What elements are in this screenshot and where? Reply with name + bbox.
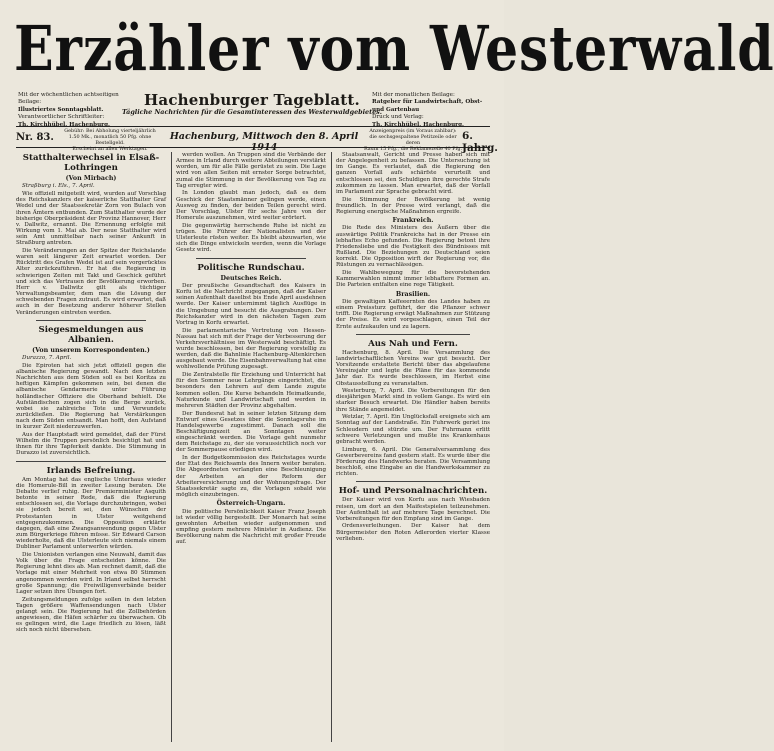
volume-number: 6. Jahrg. [462,130,498,154]
article-subheading: Frankreich. [392,217,434,225]
paragraph: Wie offiziell mitgeteilt wird, wurden auf Vorschlag des Reichskanzlers der kaiserliche Statthalter Graf Wedel und der Staatssekretär Zorn von Bulach von ihren Ämtern entbunden. Zum Statthalter wurde der bisherige Oberpräsident der Provinz Hannover, Herr v. Dallwitz, ernannt. Die Ernennung erfolgte mit Wirkung vom 1. Mai ab. Der neue Statthalter wird sein Amt unmittelbar nach seiner Ankunft in Straßburg antreten. [16,191,166,247]
paragraph: Westerburg, 7. April. Die Vorbereitungen für den diesjährigen Markt sind in vollem Gange. Es wird ein starker Besuch erwartet. Die Händler haben bereits ihre Stände angemeldet. [336,388,490,413]
paragraph: Die Zentralstelle für Erziehung und Unterricht hat für den Sommer neue Lehrgänge eingerichtet, die besonders den Lehrern auf dem Lande zugute kommen sollen. Die Kurse behandeln Heimatkunde, Naturkunde und Landwirtschaft und werden in mehreren Städten der Provinz abgehalten. [176,372,326,409]
paragraph: Der Kaiser wird von Korfu aus nach Wiesbaden reisen, um dort an den Maifestspielen teilzunehmen. Der Aufenthalt ist auf mehrere Tage berechnet. Die Vorbereitungen für den Empfang sind im Gange. [336,497,490,522]
left-note: Mit der wöchentlichen achtseitigen Beilage: [18,92,119,106]
masthead-title: Erzähler vom Westerwald [14,12,774,85]
paragraph: Ordensverleihungen. Der Kaiser hat dem Bürgermeister den Roten Adlerorden vierter Klasse verliehen. [336,523,490,542]
paragraph: Die Wahlbewegung für die bevorstehenden Kammerwahlen nimmt immer lebhaftere Formen an. Die Parteien entfalten eine rege Tätigkeit. [336,270,490,289]
article-heading: Statthalterwechsel in Elsaß-Lothringen [22,153,160,173]
info-line: die sechsgespaltene Petitzeile oder deren [369,134,457,147]
paragraph: werden wollen. An Truppen sind die Verbände der Armee in Irland durch weitere Abteilungen verstärkt worden, um für alle Fälle gerüstet zu sein. Die Lage wird von allen Seiten mit ernster Sorge betrachtet, zumal die Stimmung in der Bevölkerung von Tag zu Tag erregter wird. [176,152,326,189]
divider [356,334,470,335]
masthead-right-notes [372,92,492,129]
paragraph: Limburg, 6. April. Die Generalversammlung des Gewerbevereins fand gestern statt. Es wurde über die Förderung des Handwerks beraten. Die Versammlung beschloß, eine Eingabe an die Handwerkskammer zu richten. [336,446,490,478]
subscription-info [56,128,164,152]
article-heading: Siegesmeldungen aus Albanien. [38,324,144,345]
paragraph: In London glaubt man jedoch, daß es dem Geschick der Staatsmänner gelingen werde, einen Ausweg zu finden, der beiden Teilen gerecht wird. Der Vorschlag, Ulster für sechs Jahre von der Homerule auszunehmen, wird weiter erörtert. [176,190,326,222]
right-note: Th. Kirchhübel, Hachenburg. [372,121,464,128]
article-subheading: (Von unserem Korrespondenten.) [32,346,150,354]
paragraph: Die Epiroten hat sich jetzt offiziell gegen die albanische Regierung gewandt. Nach den letzten Nachrichten aus dem Süden soll es bei Koritza zu heftigen Kämpfen gekommen sein, bei denen die albanische Gendarmerie unter Führung holländischer Offiziere die Oberhand behielt. Die Aufständischen zogen sich in die Berge zurück, wobei sie zahlreiche Tote und Verwundete zurückließen. Die Regierung hat Verstärkungen nach dem Süden entsandt. Man hofft, den Aufstand in kurzer Zeit niederzuwerfen. [16,362,166,431]
divider [36,320,146,321]
column-rule [171,152,172,742]
paragraph: Die Stimmung der Bevölkerung ist wenig freundlich. In der Presse wird verlangt, daß die Regierung energische Maßnahmen ergreife. [336,196,490,215]
article-subheading: Deutsches Reich. [220,274,282,282]
info-line: Raum 15 Pfg., die Reklamezeile 40 Pfg. [363,146,463,153]
dateline: Durazzo, 7. April. [22,355,72,362]
column-2 [176,152,326,742]
advert-price-info [362,128,464,152]
paragraph: Die parlamentarische Vertretung von Hessen-Nassau hat sich mit der Frage der Verbesserung der Verkehrsverhältnisse im Westerwald beschäftigt. Es wurde beschlossen, bei der Regierung vorstellig zu werden, daß die Bahnlinie Hachenburg-Altenkirchen ausgebaut werde. Die Eisenbahnverwaltung hat eine wohlwollende Prüfung zugesagt. [176,327,326,371]
article-heading: Irlands Befreiung. [46,465,136,476]
divider [356,481,470,482]
paragraph: Zeitungsmeldungen zufolge sollen in den letzten Tagen größere Waffensendungen nach Ulster gelangt sein. Die Regierung hat die Zollbehörden angewiesen, die Häfen schärfer zu überwachen. Ob es gelingen wird, die Lage friedlich zu lösen, läßt sich noch nicht übersehen. [16,596,166,634]
issue-number: Nr. 83. [16,132,54,143]
column-1 [16,152,166,742]
paragraph: Die gewaltigen Kaffeeernten des Landes haben zu einem Preissturz geführt, der die Pflanzer schwer trifft. Die Regierung erwägt Maßnahmen zur Stützung der Preise. Es wird vorgeschlagen, einen Teil der Ernte aufzukaufen und zu lagern. [336,298,490,330]
issue-date: Hachenburg, Mittwoch den 8. April 1914 [169,131,359,153]
column-rule [331,152,332,742]
left-note: Illustriertes Sonntagsblatt. [18,106,104,113]
left-note: Th. Kirchhübel, Hachenburg. [18,121,110,128]
divider [196,258,306,259]
paragraph: Die Unionisten verlangen eine Neuwahl, damit das Volk über die Frage entscheiden könne. Die Regierung lehnt dies ab. Man rechnet damit, daß die Vorlage mit einer Mehrheit von etwa 80 Stimmen angenommen werden wird. In Irland selbst herrscht große Spannung; die Freiwilligenverbände beider Lager setzen ihre Übungen fort. [16,551,166,595]
left-note: Verantwortlicher Schriftleiter: [18,114,105,121]
paragraph: Staatsanwalt, Gericht und Presse haben sich mit der Angelegenheit zu befassen. Die Untersuchung ist im Gange. Es verlautet, daß die Regierung den ganzen Vorfall aufs schärfste verurteilt und entschlossen sei, den Schuldigen ihre gerechte Strafe zukommen zu lassen. Man erwartet, daß der Vorfall im Parlament zur Sprache gebracht wird. [336,152,490,195]
divider [16,461,166,462]
info-line: Gebühr: Bei Abholung vierteljährlich [64,128,156,134]
paragraph: Aus der Hauptstadt wird gemeldet, daß der Fürst Wilhelm die Truppen persönlich besichtigt hat und ihnen für ihre Tapferkeit dankte. Die Stimmung in Durazzo ist zuversichtlich. [16,431,166,457]
article-subheading: Brasilien. [395,290,431,298]
paragraph: In der Budgetkommission des Reichstages wurde der Etat des Reichsamts des Innern weiter beraten. Die Abgeordneten verlangten eine Beschleunigung der Arbeiten an der Reform der Arbeiterversicherung und der Wohnungsfrage. Der Staatssekretär sagte zu, die Vorlagen sobald wie möglich einzubringen. [176,455,326,499]
right-note: Druck und Verlag: [372,114,424,121]
paper-name: Hachenburger Tageblatt. [144,91,360,109]
paragraph: Die gegenwärtig herrschende Ruhe ist nicht zu trügen. Die Führer der Nationalisten und der Ulsterleute rüsten weiter. Es bleibt abzuwarten, wie sich die Dinge entwickeln werden, wenn die Vorlage Gesetz wird. [176,222,326,254]
info-line: Anzeigenpreis (im Voraus zahlbar): [369,128,457,134]
paragraph: Die Rede des Ministers des Äußern über die auswärtige Politik Frankreichs hat in der Presse ein lebhaftes Echo gefunden. Die Regierung betont ihre Friedensliebe und die Festigkeit des Bündnisses mit Rußland. Die Beziehungen zu Deutschland seien korrekt. Die Opposition wirft der Regierung vor, die Rüstungen zu vernachlässigen. [336,225,490,269]
article-subheading: Österreich-Ungarn. [216,500,286,508]
paragraph: Der preußische Gesandtschaft des Kaisers in Korfu ist die Nachricht zugegangen, daß der Kaiser seinen Aufenthalt daselbst bis Ende April ausdehnen werde. Der Kaiser unternimmt täglich Ausflüge in die Umgebung und besucht die Ausgrabungen. Der Reichskanzler wird in den nächsten Tagen zum Vortrag in Korfu erwartet. [176,282,326,326]
right-note: Ratgeber für Landwirtschaft, Obst- und Gartenbau [372,99,483,113]
paragraph: Hachenburg, 8. April. Die Versammlung des landwirtschaftlichen Vereins war gut besucht. Der Vorsitzende erstattete Bericht über das abgelaufene Vereinsjahr und legte die Pläne für das kommende Jahr dar. Es wurde beschlossen, im Herbst eine Obstausstellung zu veranstalten. [336,349,490,387]
paragraph: Die politische Persönlichkeit Kaiser Franz Joseph ist wieder völlig hergestellt. Der Monarch hat seine gewohnten Arbeiten wieder aufgenommen und empfing gestern mehrere Minister in Audienz. Die Bevölkerung nahm die Nachricht mit großer Freude auf. [176,508,326,546]
article-heading: Aus Nah und Fern. [368,338,458,349]
article-heading: Hof- und Personalnachrichten. [338,486,488,497]
paragraph: Am Montag hat das englische Unterhaus wieder die Homerule-Bill in zweiter Lesung beraten. Die Debatte verlief ruhig. Der Premierminister Asquith betonte in seiner Rede, daß die Regierung entschlossen sei, die Vorlage durchzubringen, wobei sie jedoch bereit sei, den Wünschen der Protestanten in Ulster weitgehend entgegenzukommen. Die Opposition erklärte dagegen, daß eine Zwangsanwendung gegen Ulster zum Bürgerkriege führen müsse. Sir Edward Carson wiederholte, daß die Ulsterleute sich niemals einem Dubliner Parlament unterwerfen würden. [16,476,166,551]
dateline: Straßburg i. Els., 7. April. [22,183,95,190]
article-heading: Politische Rundschau. [197,262,305,273]
article-subheading: (Von Mirbach) [65,175,117,182]
paragraph: Die Veränderungen an der Spitze der Reichslande waren seit längerer Zeit erwartet worden. Der Rücktritt des Grafen Wedel ist auf sein vorgerücktes Alter zurückzuführen. Er hat die Regierung in schwierigen Zeiten mit Takt und Geschick geführt und sich das Vertrauen der Bevölkerung erworben. Herr v. Dallwitz gilt als tüchtiger Verwaltungsbeamter, dem man die Lösung der schwebenden Fragen zutraut. Es wird erwartet, daß auch in der Besetzung anderer höherer Stellen Veränderungen eintreten werden. [16,247,166,316]
info-line: 1.50 Mk., monatlich 50 Pfg. ohne Bestellgeld. [68,134,152,147]
right-note: Mit der monatlichen Beilage: [372,92,455,98]
paper-tagline: Tägliche Nachrichten für die Gesamtinteressen des Westerwaldgebietes. [122,108,382,116]
paragraph: Wetzlar, 7. April. Ein Unglücksfall ereignete sich am Sonntag auf der Landstraße. Ein Fuhrwerk geriet ins Schleudern und stürzte um. Der Fuhrmann erlitt schwere Verletzungen und mußte ins Krankenhaus gebracht werden. [336,414,490,445]
info-line: Erscheint an allen Werktagen. [72,146,148,153]
column-3 [336,152,490,742]
paragraph: Der Bundesrat hat in seiner letzten Sitzung dem Entwurf eines Gesetzes über die Sonntagsruhe im Handelsgewerbe zugestimmt. Danach soll die Beschäftigungszeit an Sonntagen weiter eingeschränkt werden. Die Vorlage geht nunmehr dem Reichstage zu, der sie voraussichtlich noch vor der Sommerpause erledigen wird. [176,410,326,454]
